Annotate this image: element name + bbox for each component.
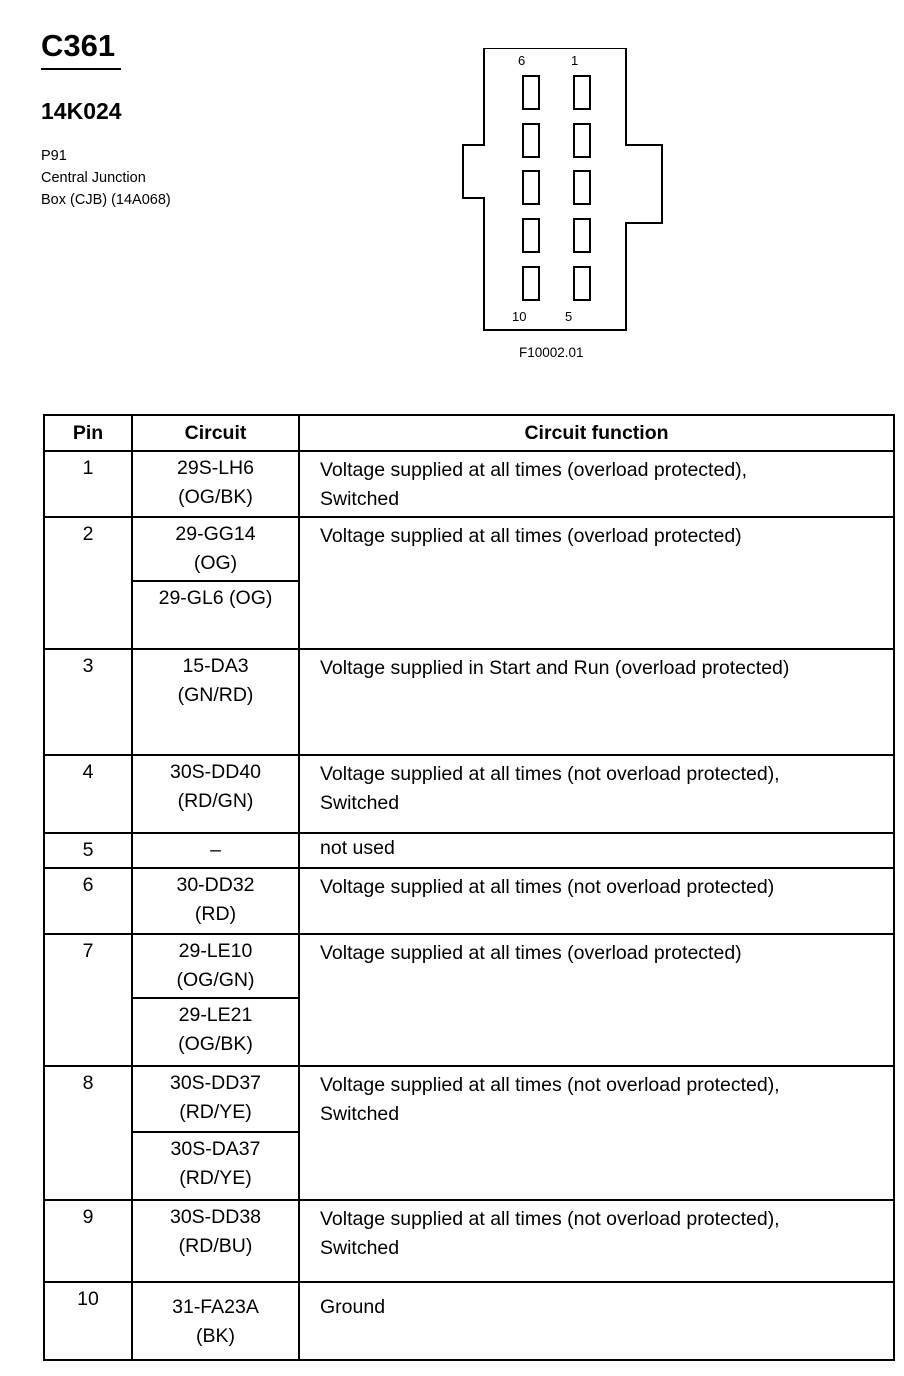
circuit-color: (RD/YE) (179, 1101, 252, 1123)
pin-table (43, 414, 895, 1361)
circuit-color: (RD/GN) (177, 790, 254, 812)
circuit-function (299, 934, 894, 1066)
pin-number: 2 (44, 517, 132, 649)
function-line: Voltage supplied at all times (overload protected) (320, 942, 742, 964)
function-line: Voltage supplied in Start and Run (overload protected) (320, 657, 790, 679)
location-line: Central Junction (41, 170, 146, 186)
location-line: Box (CJB) (14A068) (41, 192, 171, 208)
pin-number: 8 (44, 1066, 132, 1200)
circuit-function (299, 1066, 894, 1200)
circuit-code: 30S-DD37 (169, 1072, 262, 1094)
function-line: Voltage supplied at all times (not overload protected), (320, 1208, 780, 1230)
function-line: Switched (320, 792, 400, 814)
circuit-code: 30S-DD38 (169, 1206, 262, 1228)
table-row (44, 649, 894, 755)
circuit (132, 451, 299, 517)
circuit-code: 30S-DA37 (170, 1138, 261, 1160)
function-line: Switched (320, 1103, 400, 1125)
circuit (132, 1282, 299, 1360)
circuit-code: 29-LE10 (178, 940, 253, 962)
table-row (44, 451, 894, 517)
figure-id: F10002.01 (519, 345, 584, 360)
table-header-row (44, 415, 894, 451)
pin-cavities-left (523, 76, 539, 300)
circuit-code: – (210, 839, 221, 861)
circuit-function (299, 868, 894, 934)
circuit-function (299, 833, 894, 868)
pin-label-10: 10 (512, 309, 527, 324)
circuit-color: (RD) (194, 903, 237, 925)
pin-number: 4 (44, 755, 132, 833)
circuit-code: 30-DD32 (176, 874, 255, 896)
function-line: Voltage supplied at all times (overload protected) (320, 525, 742, 547)
pin-number: 5 (44, 833, 132, 868)
circuit-code: 29-GL6 (OG) (158, 587, 273, 609)
pin-cavities-right (574, 76, 590, 300)
pin-label-5: 5 (565, 309, 573, 324)
table-row (44, 1282, 894, 1360)
table-row (44, 517, 894, 581)
header-function: Circuit function (299, 415, 894, 451)
circuit (132, 833, 299, 868)
function-line: Voltage supplied at all times (not overload protected) (320, 876, 775, 898)
circuit-function (299, 517, 894, 649)
circuit (132, 1132, 299, 1200)
pin-number: 7 (44, 934, 132, 1066)
circuit (132, 1200, 299, 1282)
circuit (132, 868, 299, 934)
circuit (132, 1066, 299, 1132)
pin-number: 1 (44, 451, 132, 517)
header-pin: Pin (44, 415, 132, 451)
table-row (44, 833, 894, 868)
circuit (132, 998, 299, 1066)
function-line: Voltage supplied at all times (not overload protected), (320, 763, 780, 785)
circuit-color: (BK) (196, 1325, 235, 1347)
pin-number: 10 (44, 1282, 132, 1360)
function-line: Switched (320, 488, 400, 510)
circuit (132, 517, 299, 581)
header-circuit: Circuit (132, 415, 299, 451)
circuit-code: 29-LE21 (178, 1004, 253, 1026)
circuit (132, 581, 299, 649)
connector-face-diagram (462, 48, 666, 334)
connector-outline (463, 48, 662, 330)
table-row (44, 868, 894, 934)
table-row (44, 1200, 894, 1282)
circuit-code: 31-FA23A (172, 1296, 259, 1318)
circuit-function (299, 451, 894, 517)
circuit-color: (OG) (193, 552, 238, 574)
circuit-color: (RD/YE) (179, 1167, 252, 1189)
part-number: 14K024 (41, 98, 122, 124)
pin-number: 6 (44, 868, 132, 934)
function-line: Voltage supplied at all times (not overload protected), (320, 1074, 780, 1096)
function-line: Switched (320, 1237, 400, 1259)
circuit (132, 755, 299, 833)
circuit-function (299, 1282, 894, 1360)
title-underline (41, 68, 121, 70)
circuit-color: (OG/BK) (178, 1033, 253, 1055)
circuit-function (299, 755, 894, 833)
circuit-color: (GN/RD) (177, 684, 254, 706)
circuit-code: 15-DA3 (182, 655, 249, 677)
connector-id: C361 (41, 28, 116, 63)
connector-location (41, 145, 171, 211)
circuit-function (299, 1200, 894, 1282)
location-line: P91 (41, 148, 67, 164)
table-row (44, 755, 894, 833)
circuit (132, 649, 299, 755)
function-line: not used (320, 837, 395, 859)
circuit-code: 30S-DD40 (169, 761, 262, 783)
pin-label-6: 6 (518, 53, 526, 68)
circuit (132, 934, 299, 998)
pin-number: 9 (44, 1200, 132, 1282)
function-line: Ground (320, 1296, 386, 1318)
pin-number: 3 (44, 649, 132, 755)
circuit-function (299, 649, 894, 755)
circuit-code: 29-GG14 (175, 523, 256, 545)
circuit-code: 29S-LH6 (177, 457, 254, 479)
circuit-color: (OG/BK) (178, 486, 253, 508)
pin-label-1: 1 (571, 53, 579, 68)
table-row (44, 1066, 894, 1132)
table-row (44, 934, 894, 998)
function-line: Voltage supplied at all times (overload protected), (320, 459, 748, 481)
circuit-color: (OG/GN) (176, 969, 255, 991)
circuit-color: (RD/BU) (178, 1235, 253, 1257)
